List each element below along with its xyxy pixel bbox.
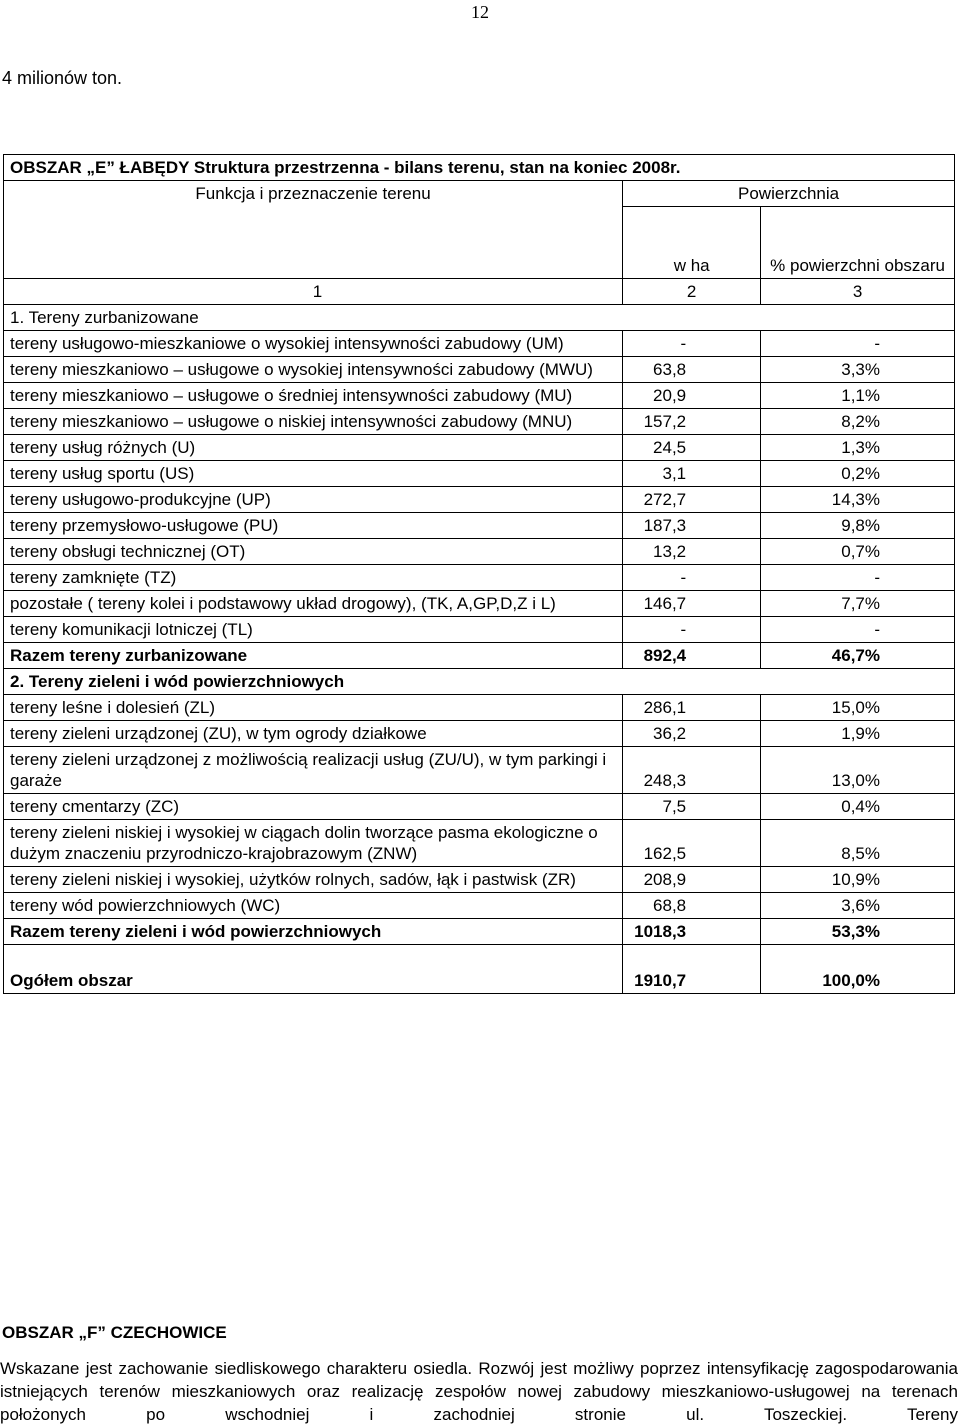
table-row [4,565,955,591]
row-label: tereny zieleni urządzonej (ZU), w tym ogrody działkowe [4,721,623,747]
row-label: tereny mieszkaniowo – usługowe o wysokiej intensywności zabudowy (MWU) [4,357,623,383]
row-area-ha: 162,5 [623,820,761,867]
section-f-title: OBSZAR „F” CZECHOWICE [2,1323,227,1342]
table-row [4,513,955,539]
row-percent: 3,6% [761,893,955,919]
row-label: tereny usług różnych (U) [4,435,623,461]
table-row [4,893,955,919]
section-1-title: 1. Tereny zurbanizowane [4,305,955,331]
row-area-ha: 208,9 [623,867,761,893]
row-label: tereny zieleni urządzonej z możliwością realizacji usług (ZU/U), w tym parkingi i garaże [4,747,623,794]
row-percent: 0,7% [761,539,955,565]
row-area-ha: - [623,565,761,591]
row-area-ha: 36,2 [623,721,761,747]
row-percent: - [761,617,955,643]
row-label: tereny leśne i dolesień (ZL) [4,695,623,721]
row-label: Razem tereny zieleni i wód powierzchniowych [4,919,623,945]
row-area-ha: - [623,617,761,643]
table-row [4,867,955,893]
row-area-ha: 7,5 [623,794,761,820]
table-row [4,435,955,461]
row-label: tereny usługowo-mieszkaniowe o wysokiej intensywności zabudowy (UM) [4,331,623,357]
row-label: Ogółem obszar [4,945,623,994]
row-area-ha: 146,7 [623,591,761,617]
row-label: tereny cmentarzy (ZC) [4,794,623,820]
col-number-3: 3 [761,279,955,305]
row-area-ha: 892,4 [623,643,761,669]
table-row [4,487,955,513]
row-label: tereny usług sportu (US) [4,461,623,487]
row-percent: 0,4% [761,794,955,820]
row-area-ha: 13,2 [623,539,761,565]
row-label: tereny mieszkaniowo – usługowe o średniej intensywności zabudowy (MU) [4,383,623,409]
table-row [4,461,955,487]
table-row [4,331,955,357]
row-area-ha: 1910,7 [623,945,761,994]
row-percent: 0,2% [761,461,955,487]
row-label: tereny usługowo-produkcyjne (UP) [4,487,623,513]
table-row [4,820,955,867]
row-percent: 7,7% [761,591,955,617]
table-row [4,643,955,669]
row-label: tereny obsługi technicznej (OT) [4,539,623,565]
row-percent: 1,1% [761,383,955,409]
table-row [4,539,955,565]
row-area-ha: 286,1 [623,695,761,721]
header-percent: % powierzchni obszaru [761,207,955,279]
row-area-ha: 63,8 [623,357,761,383]
row-percent: 3,3% [761,357,955,383]
row-percent: 8,2% [761,409,955,435]
header-area: Powierzchnia [623,181,955,207]
row-percent: 15,0% [761,695,955,721]
section-2-title: 2. Tereny zieleni i wód powierzchniowych [4,669,955,695]
section-f-text: Wskazane jest zachowanie siedliskowego charakteru osiedla. Rozwój jest możliwy poprzez intensyfikację zagospodarowania istniejących terenów mieszkaniowych oraz realizację zespołów nowej zabudowy mieszkaniowo-usługowej na terenach położonych po wschodniej i zachodniej stronie ul. Toszeckiej. Tereny [0,1359,958,1424]
row-label: tereny przemysłowo-usługowe (PU) [4,513,623,539]
row-label: tereny zamknięte (TZ) [4,565,623,591]
row-area-ha: 248,3 [623,747,761,794]
table-row [4,747,955,794]
row-percent: 53,3% [761,919,955,945]
section-f [0,1323,958,1426]
row-percent: 1,3% [761,435,955,461]
header-ha: w ha [623,207,761,279]
table-row [4,919,955,945]
row-percent: 9,8% [761,513,955,539]
table-row [4,383,955,409]
table-title: OBSZAR „E” ŁABĘDY Struktura przestrzenna - bilans terenu, stan na koniec 2008r. [4,155,955,181]
table-row [4,945,955,994]
col-number-2: 2 [623,279,761,305]
row-percent: 100,0% [761,945,955,994]
header-function: Funkcja i przeznaczenie terenu [4,181,623,279]
row-label: tereny zieleni niskiej i wysokiej w ciągach dolin tworzące pasma ekologiczne o dużym znaczeniu przyrodniczo-krajobrazowym (ZNW) [4,820,623,867]
col-number-1: 1 [4,279,623,305]
row-area-ha: 272,7 [623,487,761,513]
row-area-ha: 20,9 [623,383,761,409]
land-balance-table [3,154,955,994]
row-percent: 46,7% [761,643,955,669]
row-area-ha: 3,1 [623,461,761,487]
table-row [4,617,955,643]
row-label: tereny wód powierzchniowych (WC) [4,893,623,919]
row-percent: 10,9% [761,867,955,893]
row-area-ha: - [623,331,761,357]
row-area-ha: 1018,3 [623,919,761,945]
row-area-ha: 68,8 [623,893,761,919]
table-row [4,695,955,721]
row-area-ha: 157,2 [623,409,761,435]
table-row [4,357,955,383]
row-percent: - [761,331,955,357]
row-area-ha: 24,5 [623,435,761,461]
row-label: tereny komunikacji lotniczej (TL) [4,617,623,643]
page-number: 12 [471,2,489,22]
row-percent: - [761,565,955,591]
row-percent: 14,3% [761,487,955,513]
row-area-ha: 187,3 [623,513,761,539]
intro-text: 4 milionów ton. [2,68,123,88]
table-row [4,794,955,820]
row-label: tereny mieszkaniowo – usługowe o niskiej intensywności zabudowy (MNU) [4,409,623,435]
table-row [4,591,955,617]
row-percent: 8,5% [761,820,955,867]
row-percent: 1,9% [761,721,955,747]
table-row [4,721,955,747]
row-label: pozostałe ( tereny kolei i podstawowy układ drogowy), (TK, A,GP,D,Z i L) [4,591,623,617]
row-percent: 13,0% [761,747,955,794]
table-row [4,409,955,435]
row-label: Razem tereny zurbanizowane [4,643,623,669]
row-label: tereny zieleni niskiej i wysokiej, użytków rolnych, sadów, łąk i pastwisk (ZR) [4,867,623,893]
